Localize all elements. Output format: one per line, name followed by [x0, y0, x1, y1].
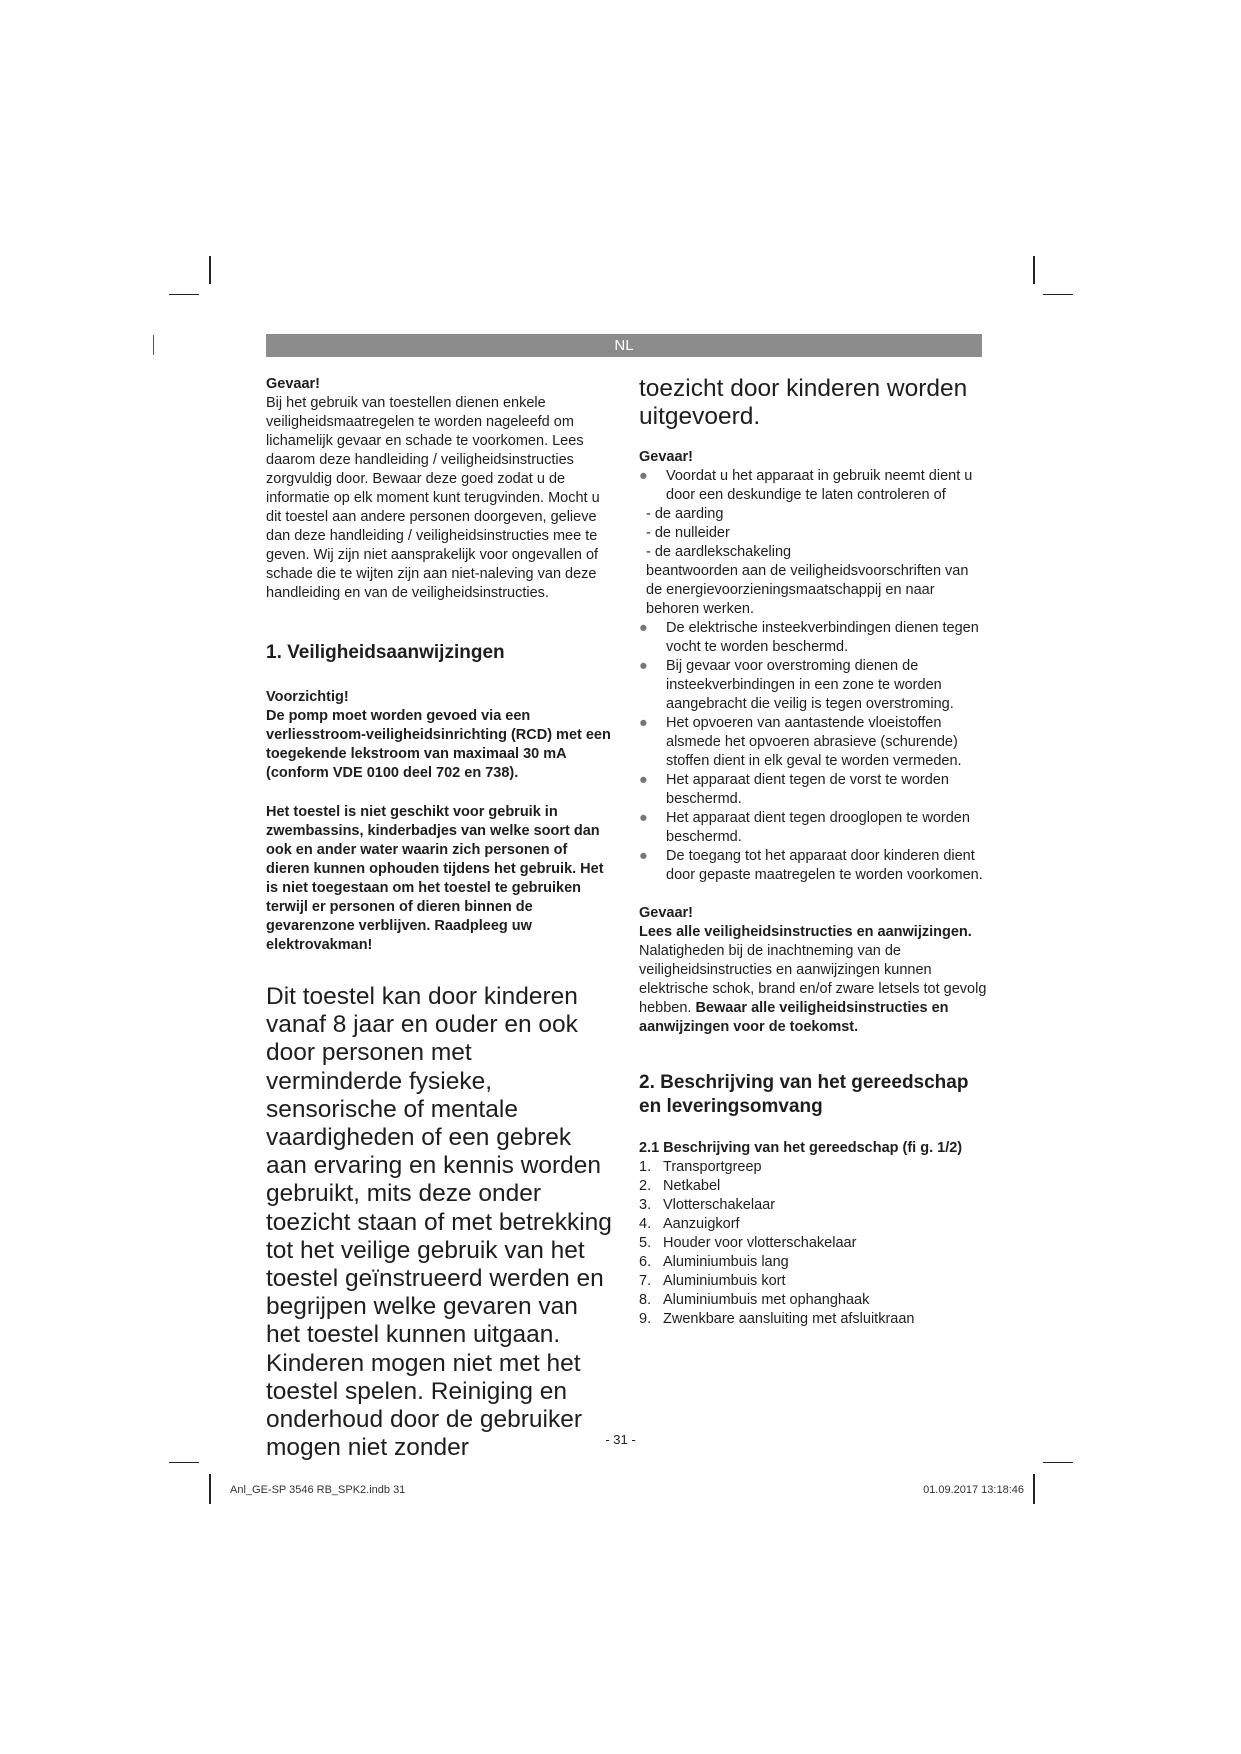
- bullet-icon: ●: [639, 810, 648, 827]
- right-column: [639, 375, 987, 1329]
- crop-mark: [209, 256, 211, 284]
- list-item: 1. Transportgreep: [639, 1159, 762, 1176]
- list-item: ● Bij gevaar voor overstroming dienen de insteekverbindingen in een zone te worden aangebracht die veilig is tegen overstroming.: [639, 658, 954, 713]
- warning-title: Gevaar!: [639, 905, 694, 922]
- children-notice: Dit toestel kan door kinderen vanaf 8 jaar en ouder en ook door personen met verminderde fysieke, sensorische of mentale vaardigheden of een gebrek aan ervaring en kennis worden gebruikt, mits deze onder toezicht staan of met betrekking tot het veilige gebruik van het toestel geïnstrueerd werden en begrijpen welke gevaren van het toestel kunnen uitgaan. Kinderen mogen niet met het toestel spelen. Reiniging en onderhoud door de gebruiker mogen niet zonder: [266, 983, 612, 1462]
- footer-filename: Anl_GE-SP 3546 RB_SPK2.indb 31: [230, 1484, 406, 1496]
- list-item: 4. Aanzuigkorf: [639, 1216, 740, 1233]
- footer-timestamp: 01.09.2017 13:18:46: [923, 1484, 1024, 1496]
- list-item: ● Het apparaat dient tegen de vorst te worden beschermd.: [639, 772, 949, 808]
- list-item: ● Het apparaat dient tegen drooglopen te worden beschermd.: [639, 810, 970, 846]
- safety-bullets: [639, 467, 987, 505]
- list-item: 3. Vlotterschakelaar: [639, 1197, 776, 1214]
- list-item: - de nulleider: [646, 525, 730, 542]
- list-item: 7. Aluminiumbuis kort: [639, 1273, 786, 1290]
- caution-text: De pomp moet worden gevoed via een verliesstroom-veiligheidsinrichting (RCD) met een toegekende lekstroom van maximaal 30 mA (conform VDE 0100 deel 702 en 738).: [266, 708, 611, 781]
- warning-title: Gevaar!: [266, 376, 321, 392]
- list-item: ● De toegang tot het apparaat door kinderen dient door gepaste maatregelen te worden voorkomen.: [639, 848, 983, 884]
- bullet-icon: ●: [639, 620, 648, 637]
- left-column: [266, 375, 614, 1462]
- crop-mark: [1043, 1462, 1073, 1463]
- bullet-icon: ●: [639, 848, 648, 865]
- pool-warning: Het toestel is niet geschikt voor gebruik in zwembassins, kinderbadjes van welke soort dan ook en ander water waarin zich personen of dieren kunnen ophouden tijdens het gebruik. Het is niet toegestaan om het toestel te gebruiken terwijl er personen of dieren binnen de gevarenzone verblijven. Raadpleeg uw elektrovakman!: [266, 804, 604, 953]
- bullet-icon: ●: [639, 658, 648, 675]
- page-number: - 31 -: [605, 1432, 636, 1447]
- list-item: - de aardlekschakeling: [646, 544, 792, 561]
- language-bar: NL: [266, 334, 982, 357]
- warning-title: Gevaar!: [639, 449, 694, 466]
- list-item: 6. Aluminiumbuis lang: [639, 1254, 789, 1271]
- crop-mark: [169, 294, 199, 295]
- safety-bullets: [639, 619, 987, 885]
- section-1-title: 1. Veiligheidsaanwijzingen: [266, 642, 505, 663]
- list-item: ● Voordat u het apparaat in gebruik neemt dient u door een deskundige te laten controleren of: [639, 468, 973, 504]
- crop-mark: [1043, 294, 1073, 295]
- list-item: 9. Zwenkbare aansluiting met afsluitkraan: [639, 1311, 915, 1328]
- bullet-icon: ●: [639, 772, 648, 789]
- list-item: 8. Aluminiumbuis met ophanghaak: [639, 1292, 870, 1309]
- parts-list: [639, 1158, 987, 1329]
- crop-mark: [1033, 1474, 1035, 1504]
- check-list: [639, 505, 987, 562]
- crop-mark: [169, 1462, 199, 1463]
- list-item: ● Het opvoeren van aantastende vloeistoffen alsmede het opvoeren abrasieve (schurende) stoffen dient in elk geval te worden vermeden.: [639, 715, 962, 770]
- list-item: 5. Houder voor vlotterschakelaar: [639, 1235, 857, 1252]
- crop-mark: [153, 335, 154, 355]
- warning-text: Lees alle veiligheidsinstructies en aanwijzingen. Nalatigheden bij de inachtneming van de veiligheidsinstructies en aanwijzingen kunnen elektrische schok, brand en/of zware letsels tot gevolg hebben. Bewaar alle veiligheidsinstructies en aanwijzingen voor de toekomst.: [639, 924, 987, 1036]
- list-item: - de aarding: [646, 506, 724, 523]
- subsection-title: 2.1 Beschrijving van het gereedschap (fi g. 1/2): [639, 1140, 963, 1157]
- warning-text: Bij het gebruik van toestellen dienen enkele veiligheidsmaatregelen te worden nageleefd om lichamelijk gevaar en schade te voorkomen. Lees daarom deze handleiding / veiligheidsinstructies zorgvuldig door. Bewaar deze goed zodat u de informatie op elk moment kunt terugvinden. Mocht u dit toestel aan andere personen doorgeven, gelieve dan deze handleiding / veiligheidsinstructies mee te geven. Wij zijn niet aansprakelijk voor ongevallen of schade die te wijten zijn aan niet-naleving van deze handleiding en van de veiligheidsinstructies.: [266, 395, 600, 601]
- children-notice-continued: toezicht door kinderen worden uitgevoerd.: [639, 375, 968, 431]
- check-list-continuation: beantwoorden aan de veiligheidsvoorschriften van de energievoorzieningsmaatschappij en naar behoren werken.: [646, 563, 969, 618]
- list-item: ● De elektrische insteekverbindingen dienen tegen vocht te worden beschermd.: [639, 620, 979, 656]
- caution-title: Voorzichtig!: [266, 689, 349, 705]
- bullet-icon: ●: [639, 715, 648, 732]
- bullet-icon: ●: [639, 468, 648, 485]
- crop-mark: [209, 1474, 211, 1504]
- crop-mark: [1033, 256, 1035, 284]
- section-2-title: 2. Beschrijving van het gereedschap en leveringsomvang: [639, 1072, 969, 1118]
- list-item: 2. Netkabel: [639, 1178, 721, 1195]
